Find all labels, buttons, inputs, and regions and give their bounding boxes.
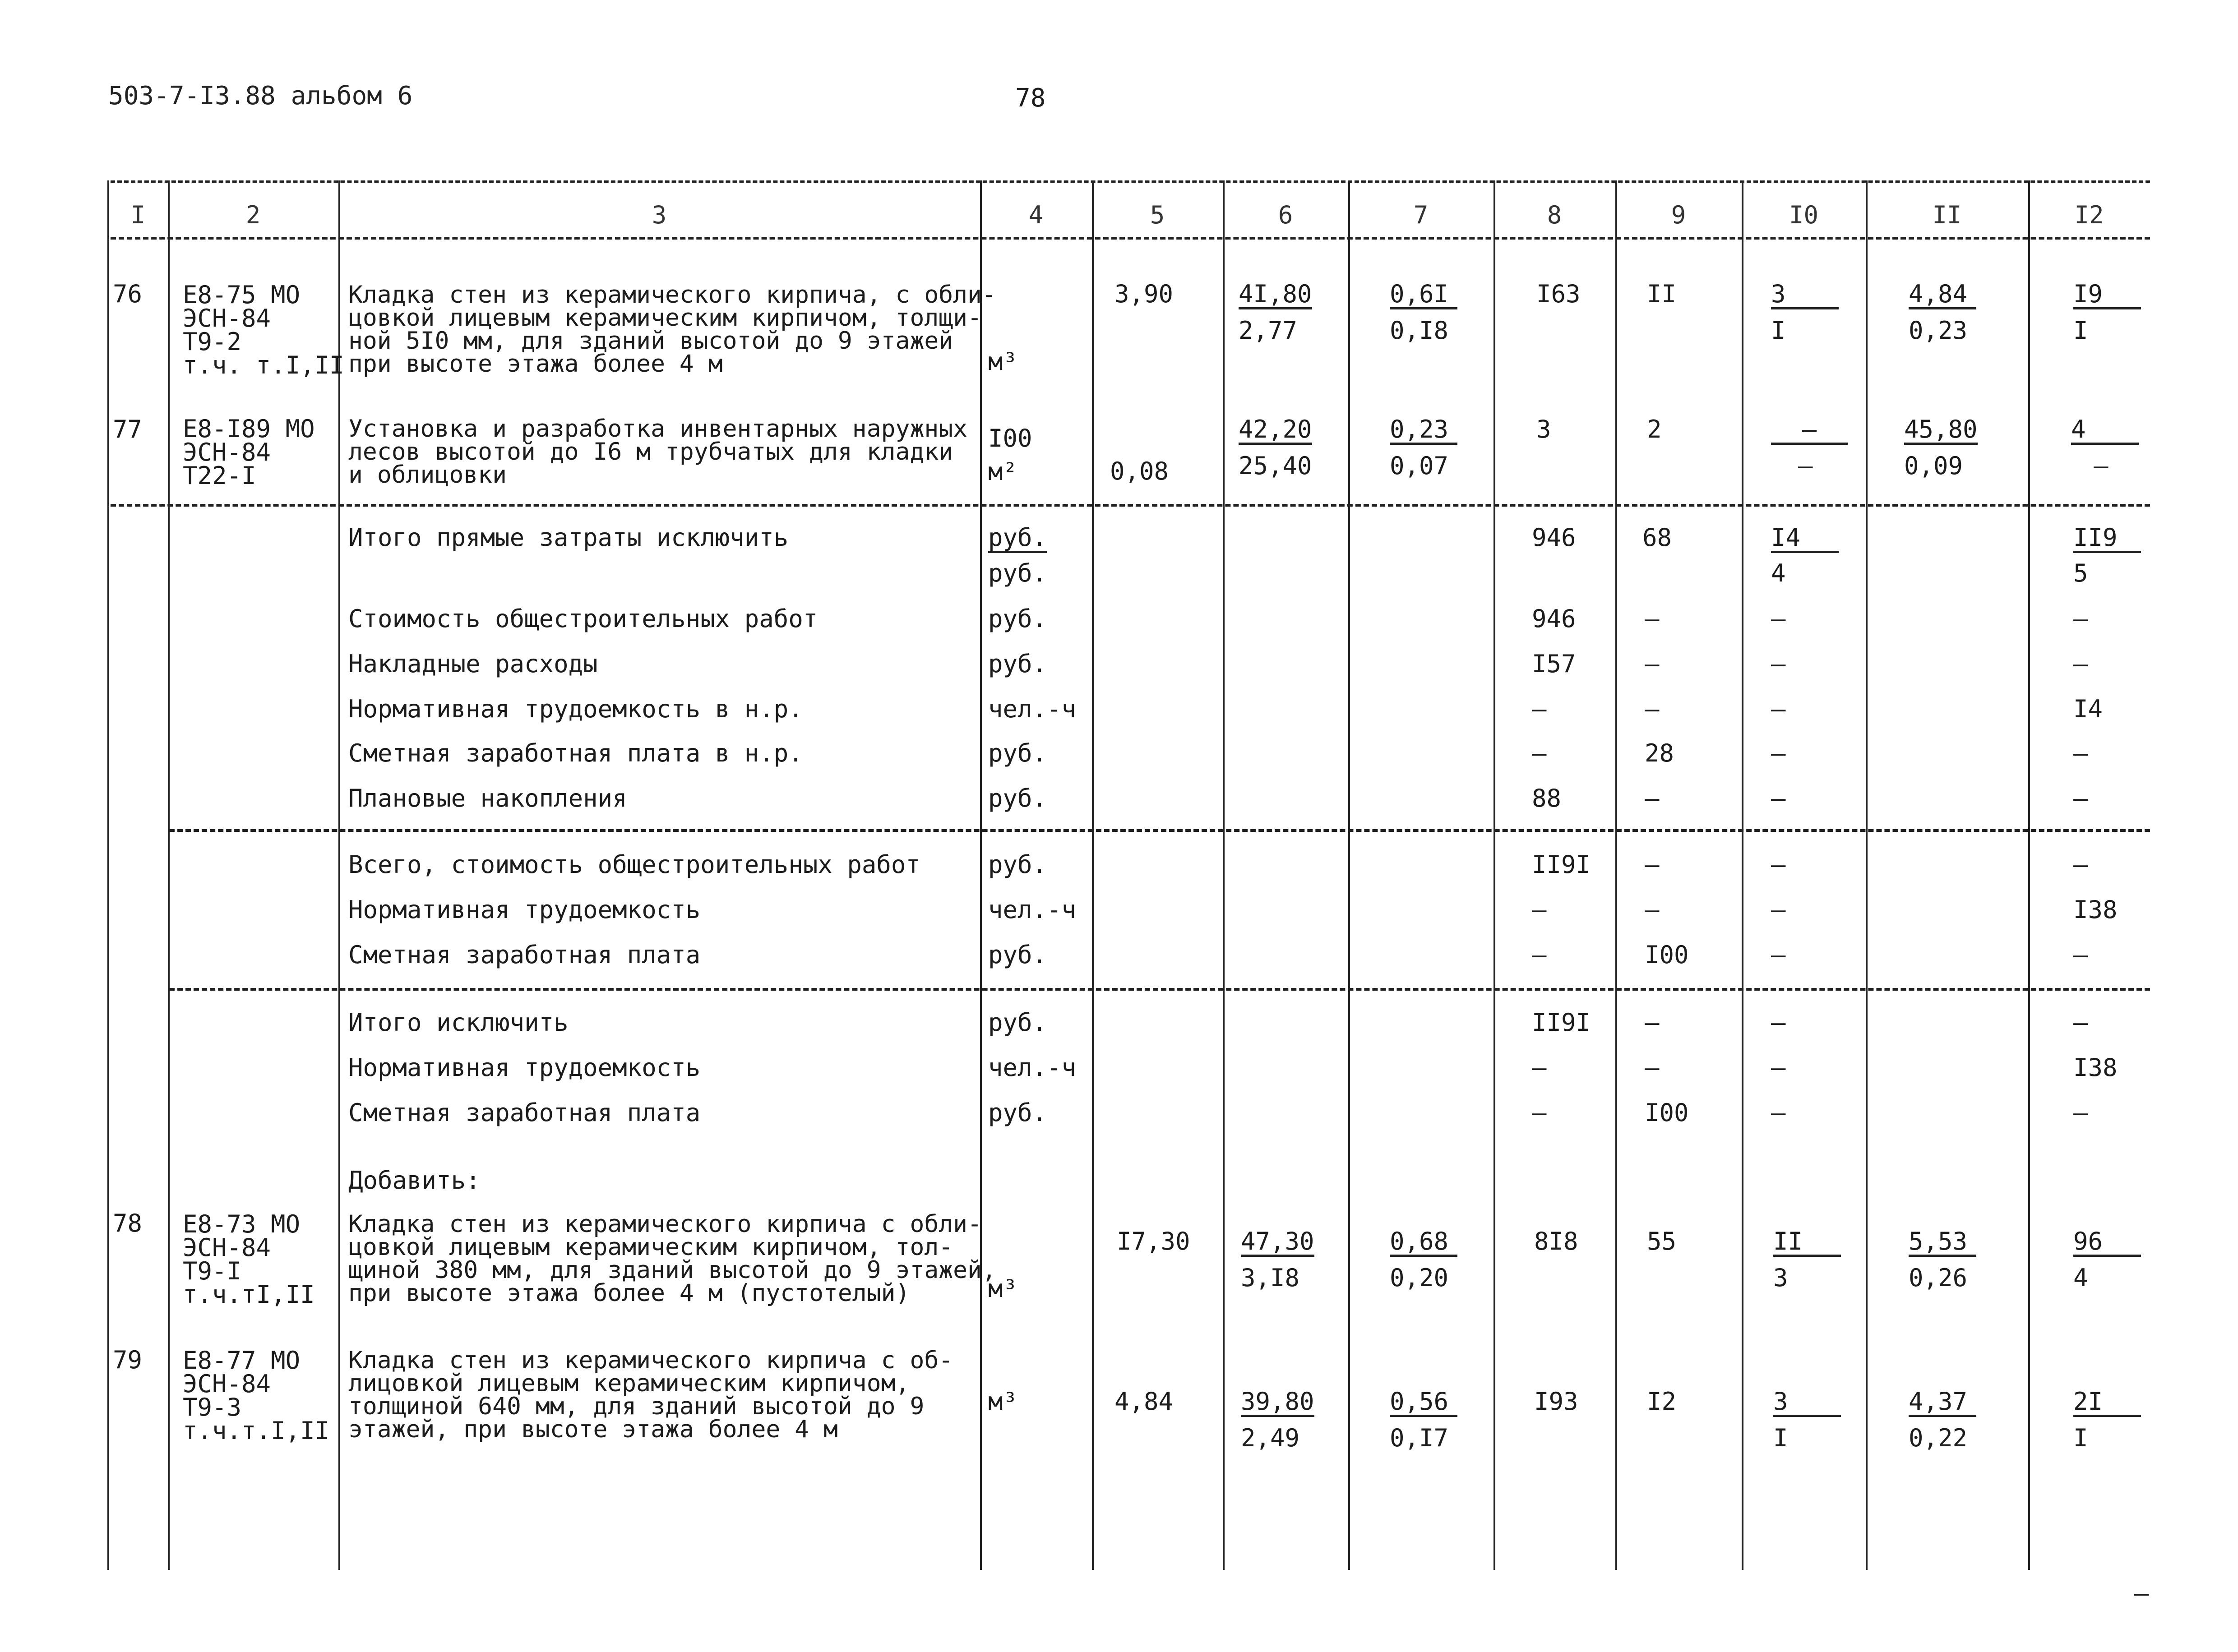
unit-cost-machinery: 0,56 0,I7 [1390,1389,1457,1450]
summary-label: Сметная заработная плата [348,941,701,969]
unit: руб. [988,850,1047,879]
unit: руб. [988,941,1047,969]
col-line-5 [1223,180,1225,1570]
col-line-10 [1866,180,1868,1570]
total-machinery: – [1771,850,1786,879]
total-machinery: – [1771,739,1786,767]
col-line-11 [2028,180,2030,1570]
labor-total: I38 [2073,895,2118,924]
summary-label: Нормативная трудоемкость в н.р. [348,695,803,723]
labor-total: 96 4 [2073,1229,2141,1290]
add-section-label: Добавить: [348,1166,481,1195]
norm-code: Е8-77 МО ЭСН-84 Т9-3 т.ч.т.I,II [183,1346,330,1445]
summary-title: Итого прямые затраты исключить [348,523,789,552]
section-divider-1 [111,504,2150,507]
unit: чел.-ч [988,895,1077,924]
total-machinery: – [1771,1098,1786,1127]
work-description: Кладка стен из керамического кирпича с об- лицовкой лицевым керамическим кирпичом, толщиной 640 мм, для зданий высотой до 9 этажей, при высоте этажа более 4 м [348,1347,953,1443]
norm-code: Е8-73 МО ЭСН-84 Т9-I т.ч.тI,II [183,1210,315,1309]
unit: руб. [988,784,1047,812]
total-cost: – [1532,941,1547,969]
labor-total: – [2073,739,2088,767]
summary-label: Накладные расходы [348,650,598,678]
unit: руб. [988,605,1047,633]
col-line-0 [107,180,109,1570]
col-header-3: 3 [652,201,667,229]
labor-unit: 5,53 0,26 [1909,1229,1976,1290]
labor-total: – [2073,941,2088,969]
total-machinery: – [1771,605,1786,633]
quantity: I7,30 [1117,1227,1190,1255]
labor-unit: 4,37 0,22 [1909,1389,1976,1450]
labor-total: – [2073,1008,2088,1037]
row-number: 77 [113,415,143,443]
total-machinery: II 3 [1773,1229,1841,1290]
summary-label: Сметная заработная плата в н.р. [348,739,803,767]
summary-label: Итого исключить [348,1008,569,1037]
quantity: 3,90 [1114,280,1174,308]
unit: чел.-ч [988,1053,1077,1082]
total-machinery: – [1771,941,1786,969]
col-header-7: 7 [1413,201,1429,229]
col-line-8 [1615,180,1617,1570]
summary-label: Нормативная трудоемкость [348,1053,701,1082]
labor-total: – [2073,850,2088,879]
total-wages: 2 [1647,415,1662,443]
total-cost: – [1532,695,1547,723]
labor-unit: 4,84 0,23 [1909,282,1976,343]
unit: руб. [988,650,1047,678]
col-header-11: II [1932,201,1962,229]
norm-code: Е8-I89 МО ЭСН-84 Т22-I [183,415,315,490]
col-header-8: 8 [1547,201,1562,229]
labor-total: 2I I [2073,1389,2141,1450]
total-cost: 8I8 [1534,1227,1578,1255]
total-wages: – [1645,850,1660,879]
unit: руб. [988,1098,1047,1127]
total-wages: – [1645,605,1660,633]
total-machinery: – [1771,650,1786,678]
col-header-6: 6 [1278,201,1293,229]
unit-cost: 4I,80 2,77 [1239,280,1312,345]
unit-cost-machinery: 0,23 0,07 [1390,417,1457,478]
row-number: 76 [113,280,143,308]
total-machinery: – [1771,1008,1786,1037]
table-top-border [111,180,2150,183]
total-cost: II9I [1532,850,1591,879]
total-wages: I00 [1645,1098,1689,1127]
total-machinery: – – [1771,417,1848,478]
work-description: Кладка стен из керамического кирпича с обли- цовкой лицевым керамическим кирпичом, тол- щиной 380 мм, для зданий высотой до 9 этажей, при высоте этажа более 4 м (пустотелый) [348,1210,996,1307]
total-wages: – [1645,1053,1660,1082]
unit: I00 м² [988,424,1032,486]
total-machinery: 3 I [1773,1389,1841,1450]
labor-total: 4 – [2071,417,2139,478]
summary-label: Всего, стоимость общестроительных работ [348,850,920,879]
section-divider-2 [169,829,2150,832]
summary-label: Плановые накопления [348,784,627,812]
total-cost: – [1532,895,1547,924]
norm-code: Е8-75 МО ЭСН-84 Т9-2 т.ч. т.I,II [183,281,344,379]
total-cost: 946 [1532,523,1576,552]
total-wages: – [1645,784,1660,812]
row-number: 78 [113,1209,143,1237]
unit-cost-machinery: 0,6I 0,I8 [1390,282,1457,343]
total-wages: 68 [1642,523,1672,552]
section-divider-3 [169,988,2150,991]
total-machinery: – [1771,784,1786,812]
col-line-1 [168,180,170,1570]
total-cost: I93 [1534,1387,1578,1416]
col-header-4: 4 [1028,201,1044,229]
total-wages: – [1645,650,1660,678]
labor-total: – [2073,1098,2088,1127]
labor-total: I38 [2073,1053,2118,1082]
unit: чел.-ч [988,695,1077,723]
page-number: 78 [1015,83,1046,113]
total-cost: 946 [1532,605,1576,633]
total-wages: 28 [1645,739,1674,767]
total-machinery: – [1771,695,1786,723]
unit-cost: 47,30 3,I8 [1241,1227,1314,1292]
labor-total: I9 I [2073,282,2141,343]
total-cost: 3 [1536,415,1551,443]
col-line-2 [338,180,340,1570]
col-header-1: I [130,201,146,229]
total-wages: I00 [1645,941,1689,969]
total-cost: 88 [1532,784,1562,812]
col-header-10: I0 [1789,201,1819,229]
col-header-9: 9 [1671,201,1686,229]
total-wages: I2 [1647,1387,1677,1416]
summary-label: Стоимость общестроительных работ [348,605,818,633]
work-description: Кладка стен из керамического кирпича, с обли- цовкой лицевым керамическим кирпичом, толщи- ной 5I0 мм, для зданий высотой до 9 этажей при высоте этажа более 4 м [348,281,996,378]
labor-total: II9 5 [2073,526,2141,586]
unit: м³ [988,347,1018,376]
col-line-9 [1742,180,1743,1570]
total-wages: – [1645,1008,1660,1037]
work-description: Установка и разработка инвентарных наружных лесов высотой до I6 м трубчатых для кладки и облицовки [348,415,968,489]
labor-total: – [2073,784,2088,812]
labor-unit: 45,80 0,09 [1904,415,1978,480]
unit: м³ [988,1387,1018,1416]
col-header-2: 2 [245,201,261,229]
total-machinery: – [1771,1053,1786,1082]
total-machinery: – [1771,895,1786,924]
col-line-4 [1092,180,1094,1570]
footer-mark: – [2134,1579,2149,1607]
quantity: 4,84 [1114,1387,1174,1416]
unit: м³ [988,1274,1018,1303]
col-line-6 [1348,180,1350,1570]
col-header-12: I2 [2074,201,2104,229]
col-header-5: 5 [1150,201,1165,229]
total-cost: – [1532,1053,1547,1082]
total-wages: – [1645,895,1660,924]
total-cost: I63 [1536,280,1581,308]
col-line-7 [1494,180,1495,1570]
unit: руб. [988,1008,1047,1037]
unit: руб. [988,739,1047,767]
header-divider [111,237,2150,240]
document-reference: 503-7-I3.88 альбом 6 [108,81,413,111]
col-line-3 [980,180,982,1570]
total-cost: I57 [1532,650,1576,678]
total-cost: – [1532,1098,1547,1127]
quantity: 0,08 [1110,457,1169,485]
unit-cost: 39,80 2,49 [1241,1387,1314,1452]
labor-total: – [2073,650,2088,678]
total-wages: – [1645,695,1660,723]
total-machinery: I4 4 [1771,526,1839,586]
unit-cost: 42,20 25,40 [1239,415,1312,480]
row-number: 79 [113,1346,143,1374]
total-wages: II [1647,280,1677,308]
summary-label: Сметная заработная плата [348,1098,701,1127]
labor-total: I4 [2073,695,2103,723]
labor-total: – [2073,605,2088,633]
total-wages: 55 [1647,1227,1677,1255]
summary-label: Нормативная трудоемкость [348,895,701,924]
unit-cost-machinery: 0,68 0,20 [1390,1229,1457,1290]
total-machinery: 3 I [1771,282,1839,343]
total-cost: II9I [1532,1008,1591,1037]
unit: руб. руб. [988,523,1047,587]
total-cost: – [1532,739,1547,767]
